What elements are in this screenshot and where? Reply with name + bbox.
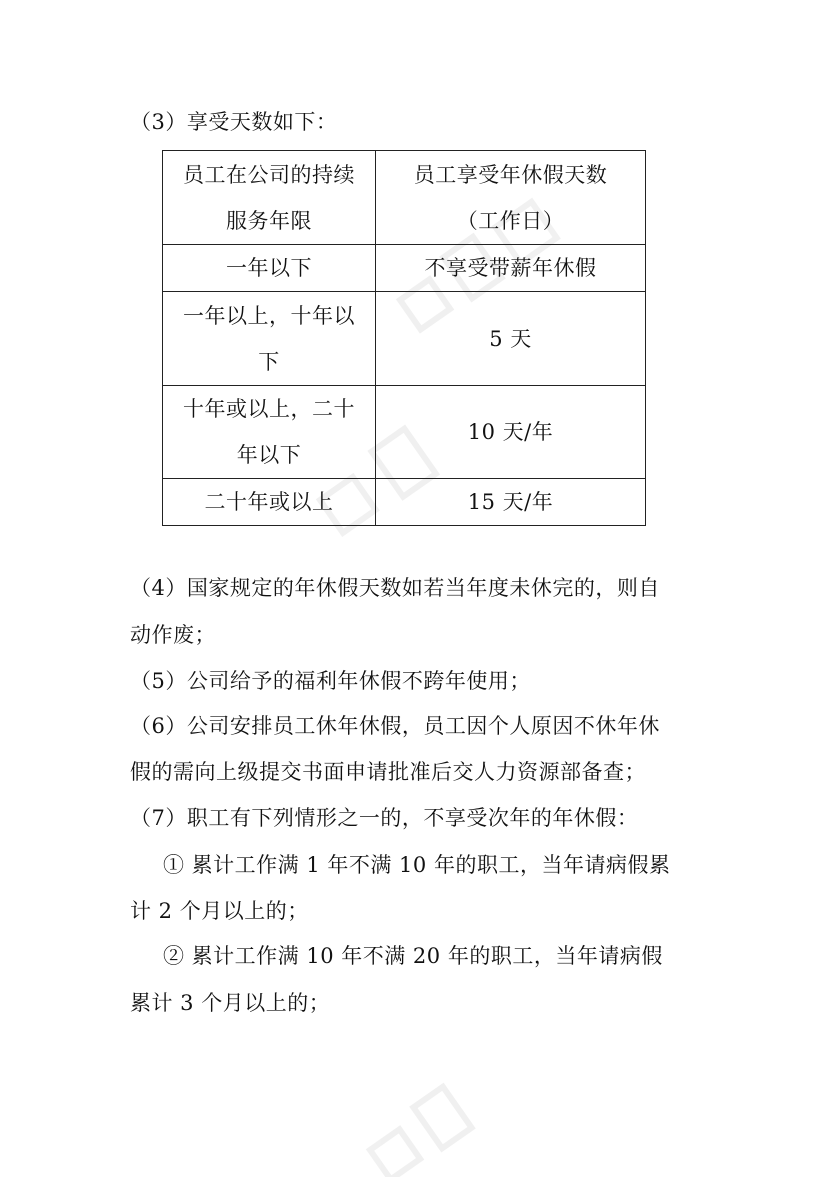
table-row <box>163 245 646 292</box>
cell-years: 一年以下 <box>163 245 376 292</box>
paragraph-6-line1: （6）公司安排员工休年休假，员工因个人原因不休年休 <box>130 714 660 738</box>
cell-days: 15 天/年 <box>376 479 646 526</box>
table-row <box>163 386 646 479</box>
paragraph-5: （5）公司给予的福利年休假不跨年使用； <box>130 669 531 693</box>
cell-years-line2: 下 <box>258 349 280 374</box>
section-heading: （3）享受天数如下： <box>130 110 338 134</box>
table-row <box>163 479 646 526</box>
paragraph-7: （7）职工有下列情形之一的，不享受次年的年休假： <box>130 806 639 830</box>
annual-leave-table <box>162 150 646 526</box>
paragraph-4-line1: （4）国家规定的年休假天数如若当年度未休完的，则自 <box>130 576 660 600</box>
cell-years <box>163 386 376 479</box>
list-item-1-line1: ① 累计工作满 1 年不满 10 年的职工，当年请病假累 <box>163 853 671 877</box>
paragraph-6-line2: 假的需向上级提交书面申请批准后交人力资源部备查； <box>130 760 646 784</box>
list-item-1-line2: 计 2 个月以上的； <box>130 899 309 923</box>
header-years-line2: 服务年限 <box>226 208 312 233</box>
cell-days: 5 天 <box>376 292 646 386</box>
cell-years-line2: 年以下 <box>236 443 302 467</box>
watermark-glyph-bottom <box>364 1087 471 1177</box>
list-item-2-line1: ② 累计工作满 10 年不满 20 年的职工，当年请病假 <box>163 944 663 968</box>
cell-years-line1: 十年或以上，二十 <box>183 397 355 421</box>
cell-days: 不享受带薪年休假 <box>376 245 646 292</box>
cell-years-line1: 一年以上，十年以 <box>183 303 355 328</box>
table-row <box>163 292 646 386</box>
paragraph-4-line2: 动作废； <box>130 623 216 647</box>
table-header-row <box>163 151 646 245</box>
header-days-line1: 员工享受年休假天数 <box>413 162 608 187</box>
list-item-2-line2: 累计 3 个月以上的； <box>130 991 331 1015</box>
header-years-line1: 员工在公司的持续 <box>183 162 355 187</box>
table-header-years <box>163 151 376 245</box>
cell-years: 二十年或以上 <box>163 479 376 526</box>
header-days-line2: （工作日） <box>456 208 565 233</box>
cell-days: 10 天/年 <box>376 386 646 479</box>
table-header-days <box>376 151 646 245</box>
cell-years <box>163 292 376 386</box>
